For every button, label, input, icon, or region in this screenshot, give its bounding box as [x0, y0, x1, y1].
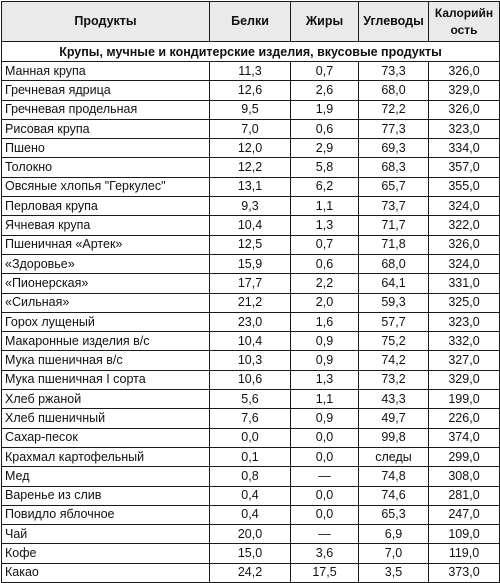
product-name-cell: Варенье из слив: [2, 486, 210, 505]
fat-cell: 6,2: [291, 177, 359, 196]
fat-cell: 0,6: [291, 254, 359, 273]
calories-cell: 325,0: [429, 293, 500, 312]
fat-cell: 0,9: [291, 332, 359, 351]
product-name-cell: «Сильная»: [2, 293, 210, 312]
calories-cell: 373,0: [429, 563, 500, 582]
protein-cell: 0,8: [210, 467, 291, 486]
table-row: [2, 274, 500, 293]
table-row: [2, 505, 500, 524]
calories-cell: 247,0: [429, 505, 500, 524]
carbs-cell: 74,6: [359, 486, 429, 505]
calories-cell: 324,0: [429, 254, 500, 273]
carbs-cell: 59,3: [359, 293, 429, 312]
calories-cell: 329,0: [429, 370, 500, 389]
protein-cell: 10,3: [210, 351, 291, 370]
header-calories: Калорийн ость: [429, 2, 500, 42]
carbs-cell: 7,0: [359, 544, 429, 563]
table-row: [2, 119, 500, 138]
fat-cell: 5,8: [291, 158, 359, 177]
fat-cell: 0,0: [291, 447, 359, 466]
fat-cell: 2,0: [291, 293, 359, 312]
product-name-cell: «Пионерская»: [2, 274, 210, 293]
header-protein: Белки: [210, 2, 291, 42]
calories-cell: 324,0: [429, 197, 500, 216]
product-name-cell: Кофе: [2, 544, 210, 563]
calories-cell: 326,0: [429, 235, 500, 254]
table-body: [2, 42, 500, 583]
carbs-cell: 71,7: [359, 216, 429, 235]
protein-cell: 23,0: [210, 312, 291, 331]
product-name-cell: Мука пшеничная I сорта: [2, 370, 210, 389]
carbs-cell: 49,7: [359, 409, 429, 428]
protein-cell: 5,6: [210, 390, 291, 409]
protein-cell: 0,4: [210, 505, 291, 524]
protein-cell: 7,0: [210, 119, 291, 138]
fat-cell: 2,9: [291, 139, 359, 158]
fat-cell: 0,0: [291, 486, 359, 505]
carbs-cell: 73,2: [359, 370, 429, 389]
calories-cell: 109,0: [429, 525, 500, 544]
protein-cell: 10,6: [210, 370, 291, 389]
product-name-cell: Ячневая крупа: [2, 216, 210, 235]
protein-cell: 10,4: [210, 216, 291, 235]
table-row: [2, 390, 500, 409]
nutrition-table-sheet: [1, 1, 499, 580]
table-row: [2, 312, 500, 331]
fat-cell: 2,6: [291, 81, 359, 100]
protein-cell: 20,0: [210, 525, 291, 544]
protein-cell: 24,2: [210, 563, 291, 582]
carbs-cell: 73,7: [359, 197, 429, 216]
carbs-cell: 65,7: [359, 177, 429, 196]
table-row: [2, 370, 500, 389]
calories-cell: 322,0: [429, 216, 500, 235]
protein-cell: 9,5: [210, 100, 291, 119]
calories-cell: 357,0: [429, 158, 500, 177]
table-row: [2, 467, 500, 486]
table-row: [2, 197, 500, 216]
nutrition-table: [1, 1, 500, 583]
header-row: [2, 2, 500, 42]
protein-cell: 15,0: [210, 544, 291, 563]
carbs-cell: 69,3: [359, 139, 429, 158]
product-name-cell: Пшеничная «Артек»: [2, 235, 210, 254]
table-row: [2, 254, 500, 273]
product-name-cell: Овсяные хлопья "Геркулес": [2, 177, 210, 196]
fat-cell: 0,6: [291, 119, 359, 138]
carbs-cell: 74,8: [359, 467, 429, 486]
table-row: [2, 177, 500, 196]
protein-cell: 12,0: [210, 139, 291, 158]
product-name-cell: Горох лущеный: [2, 312, 210, 331]
calories-cell: 334,0: [429, 139, 500, 158]
product-name-cell: Гречневая продельная: [2, 100, 210, 119]
calories-cell: 332,0: [429, 332, 500, 351]
calories-cell: 329,0: [429, 81, 500, 100]
product-name-cell: Мука пшеничная в/с: [2, 351, 210, 370]
carbs-cell: 71,8: [359, 235, 429, 254]
product-name-cell: «Здоровье»: [2, 254, 210, 273]
calories-cell: 323,0: [429, 312, 500, 331]
product-name-cell: Чай: [2, 525, 210, 544]
calories-cell: 331,0: [429, 274, 500, 293]
protein-cell: 0,4: [210, 486, 291, 505]
calories-cell: 355,0: [429, 177, 500, 196]
carbs-cell: 99,8: [359, 428, 429, 447]
fat-cell: 2,2: [291, 274, 359, 293]
table-row: [2, 486, 500, 505]
carbs-cell: 68,0: [359, 254, 429, 273]
fat-cell: 1,1: [291, 197, 359, 216]
carbs-cell: 43,3: [359, 390, 429, 409]
header-fat: Жиры: [291, 2, 359, 42]
table-row: [2, 158, 500, 177]
fat-cell: 1,3: [291, 370, 359, 389]
product-name-cell: Гречневая ядрица: [2, 81, 210, 100]
carbs-cell: 77,3: [359, 119, 429, 138]
product-name-cell: Рисовая крупа: [2, 119, 210, 138]
product-name-cell: Сахар-песок: [2, 428, 210, 447]
table-row: [2, 100, 500, 119]
protein-cell: 15,9: [210, 254, 291, 273]
product-name-cell: Мед: [2, 467, 210, 486]
calories-cell: 323,0: [429, 119, 500, 138]
protein-cell: 0,1: [210, 447, 291, 466]
carbs-cell: 74,2: [359, 351, 429, 370]
calories-cell: 119,0: [429, 544, 500, 563]
calories-cell: 327,0: [429, 351, 500, 370]
fat-cell: —: [291, 525, 359, 544]
table-row: [2, 525, 500, 544]
table-row: [2, 351, 500, 370]
table-row: [2, 563, 500, 582]
fat-cell: 1,9: [291, 100, 359, 119]
protein-cell: 12,5: [210, 235, 291, 254]
fat-cell: 0,0: [291, 428, 359, 447]
carbs-cell: 6,9: [359, 525, 429, 544]
header-carbs: Углеводы: [359, 2, 429, 42]
fat-cell: 1,1: [291, 390, 359, 409]
protein-cell: 21,2: [210, 293, 291, 312]
fat-cell: 0,9: [291, 351, 359, 370]
table-row: [2, 428, 500, 447]
protein-cell: 12,6: [210, 81, 291, 100]
table-row: [2, 62, 500, 81]
product-name-cell: Хлеб ржаной: [2, 390, 210, 409]
product-name-cell: Толокно: [2, 158, 210, 177]
product-name-cell: Макаронные изделия в/с: [2, 332, 210, 351]
carbs-cell: 75,2: [359, 332, 429, 351]
fat-cell: 1,6: [291, 312, 359, 331]
table-row: [2, 81, 500, 100]
carbs-cell: 65,3: [359, 505, 429, 524]
protein-cell: 12,2: [210, 158, 291, 177]
product-name-cell: Хлеб пшеничный: [2, 409, 210, 428]
table-row: [2, 332, 500, 351]
protein-cell: 11,3: [210, 62, 291, 81]
product-name-cell: Крахмал картофельный: [2, 447, 210, 466]
fat-cell: 1,3: [291, 216, 359, 235]
calories-cell: 326,0: [429, 100, 500, 119]
table-header: [2, 2, 500, 42]
protein-cell: 17,7: [210, 274, 291, 293]
carbs-cell: 72,2: [359, 100, 429, 119]
fat-cell: 0,7: [291, 235, 359, 254]
table-row: [2, 544, 500, 563]
calories-cell: 308,0: [429, 467, 500, 486]
carbs-cell: 3,5: [359, 563, 429, 582]
fat-cell: 17,5: [291, 563, 359, 582]
carbs-cell: 68,0: [359, 81, 429, 100]
fat-cell: 0,9: [291, 409, 359, 428]
calories-cell: 199,0: [429, 390, 500, 409]
protein-cell: 10,4: [210, 332, 291, 351]
header-products: Продукты: [2, 2, 210, 42]
product-name-cell: Повидло яблочное: [2, 505, 210, 524]
table-row: [2, 293, 500, 312]
product-name-cell: Какао: [2, 563, 210, 582]
table-row: [2, 409, 500, 428]
table-row: [2, 216, 500, 235]
protein-cell: 0,0: [210, 428, 291, 447]
calories-cell: 226,0: [429, 409, 500, 428]
calories-cell: 374,0: [429, 428, 500, 447]
product-name-cell: Перловая крупа: [2, 197, 210, 216]
product-name-cell: Пшено: [2, 139, 210, 158]
fat-cell: 0,0: [291, 505, 359, 524]
carbs-cell: 68,3: [359, 158, 429, 177]
fat-cell: —: [291, 467, 359, 486]
carbs-cell: 73,3: [359, 62, 429, 81]
fat-cell: 0,7: [291, 62, 359, 81]
carbs-cell: 64,1: [359, 274, 429, 293]
section-title: Крупы, мучные и кондитерские изделия, вкусовые продукты: [2, 42, 500, 62]
calories-cell: 281,0: [429, 486, 500, 505]
protein-cell: 13,1: [210, 177, 291, 196]
protein-cell: 9,3: [210, 197, 291, 216]
table-row: [2, 447, 500, 466]
table-row: [2, 235, 500, 254]
calories-cell: 326,0: [429, 62, 500, 81]
section-row: [2, 42, 500, 62]
table-row: [2, 139, 500, 158]
calories-cell: 299,0: [429, 447, 500, 466]
protein-cell: 7,6: [210, 409, 291, 428]
product-name-cell: Манная крупа: [2, 62, 210, 81]
fat-cell: 3,6: [291, 544, 359, 563]
carbs-cell: 57,7: [359, 312, 429, 331]
carbs-cell: следы: [359, 447, 429, 466]
